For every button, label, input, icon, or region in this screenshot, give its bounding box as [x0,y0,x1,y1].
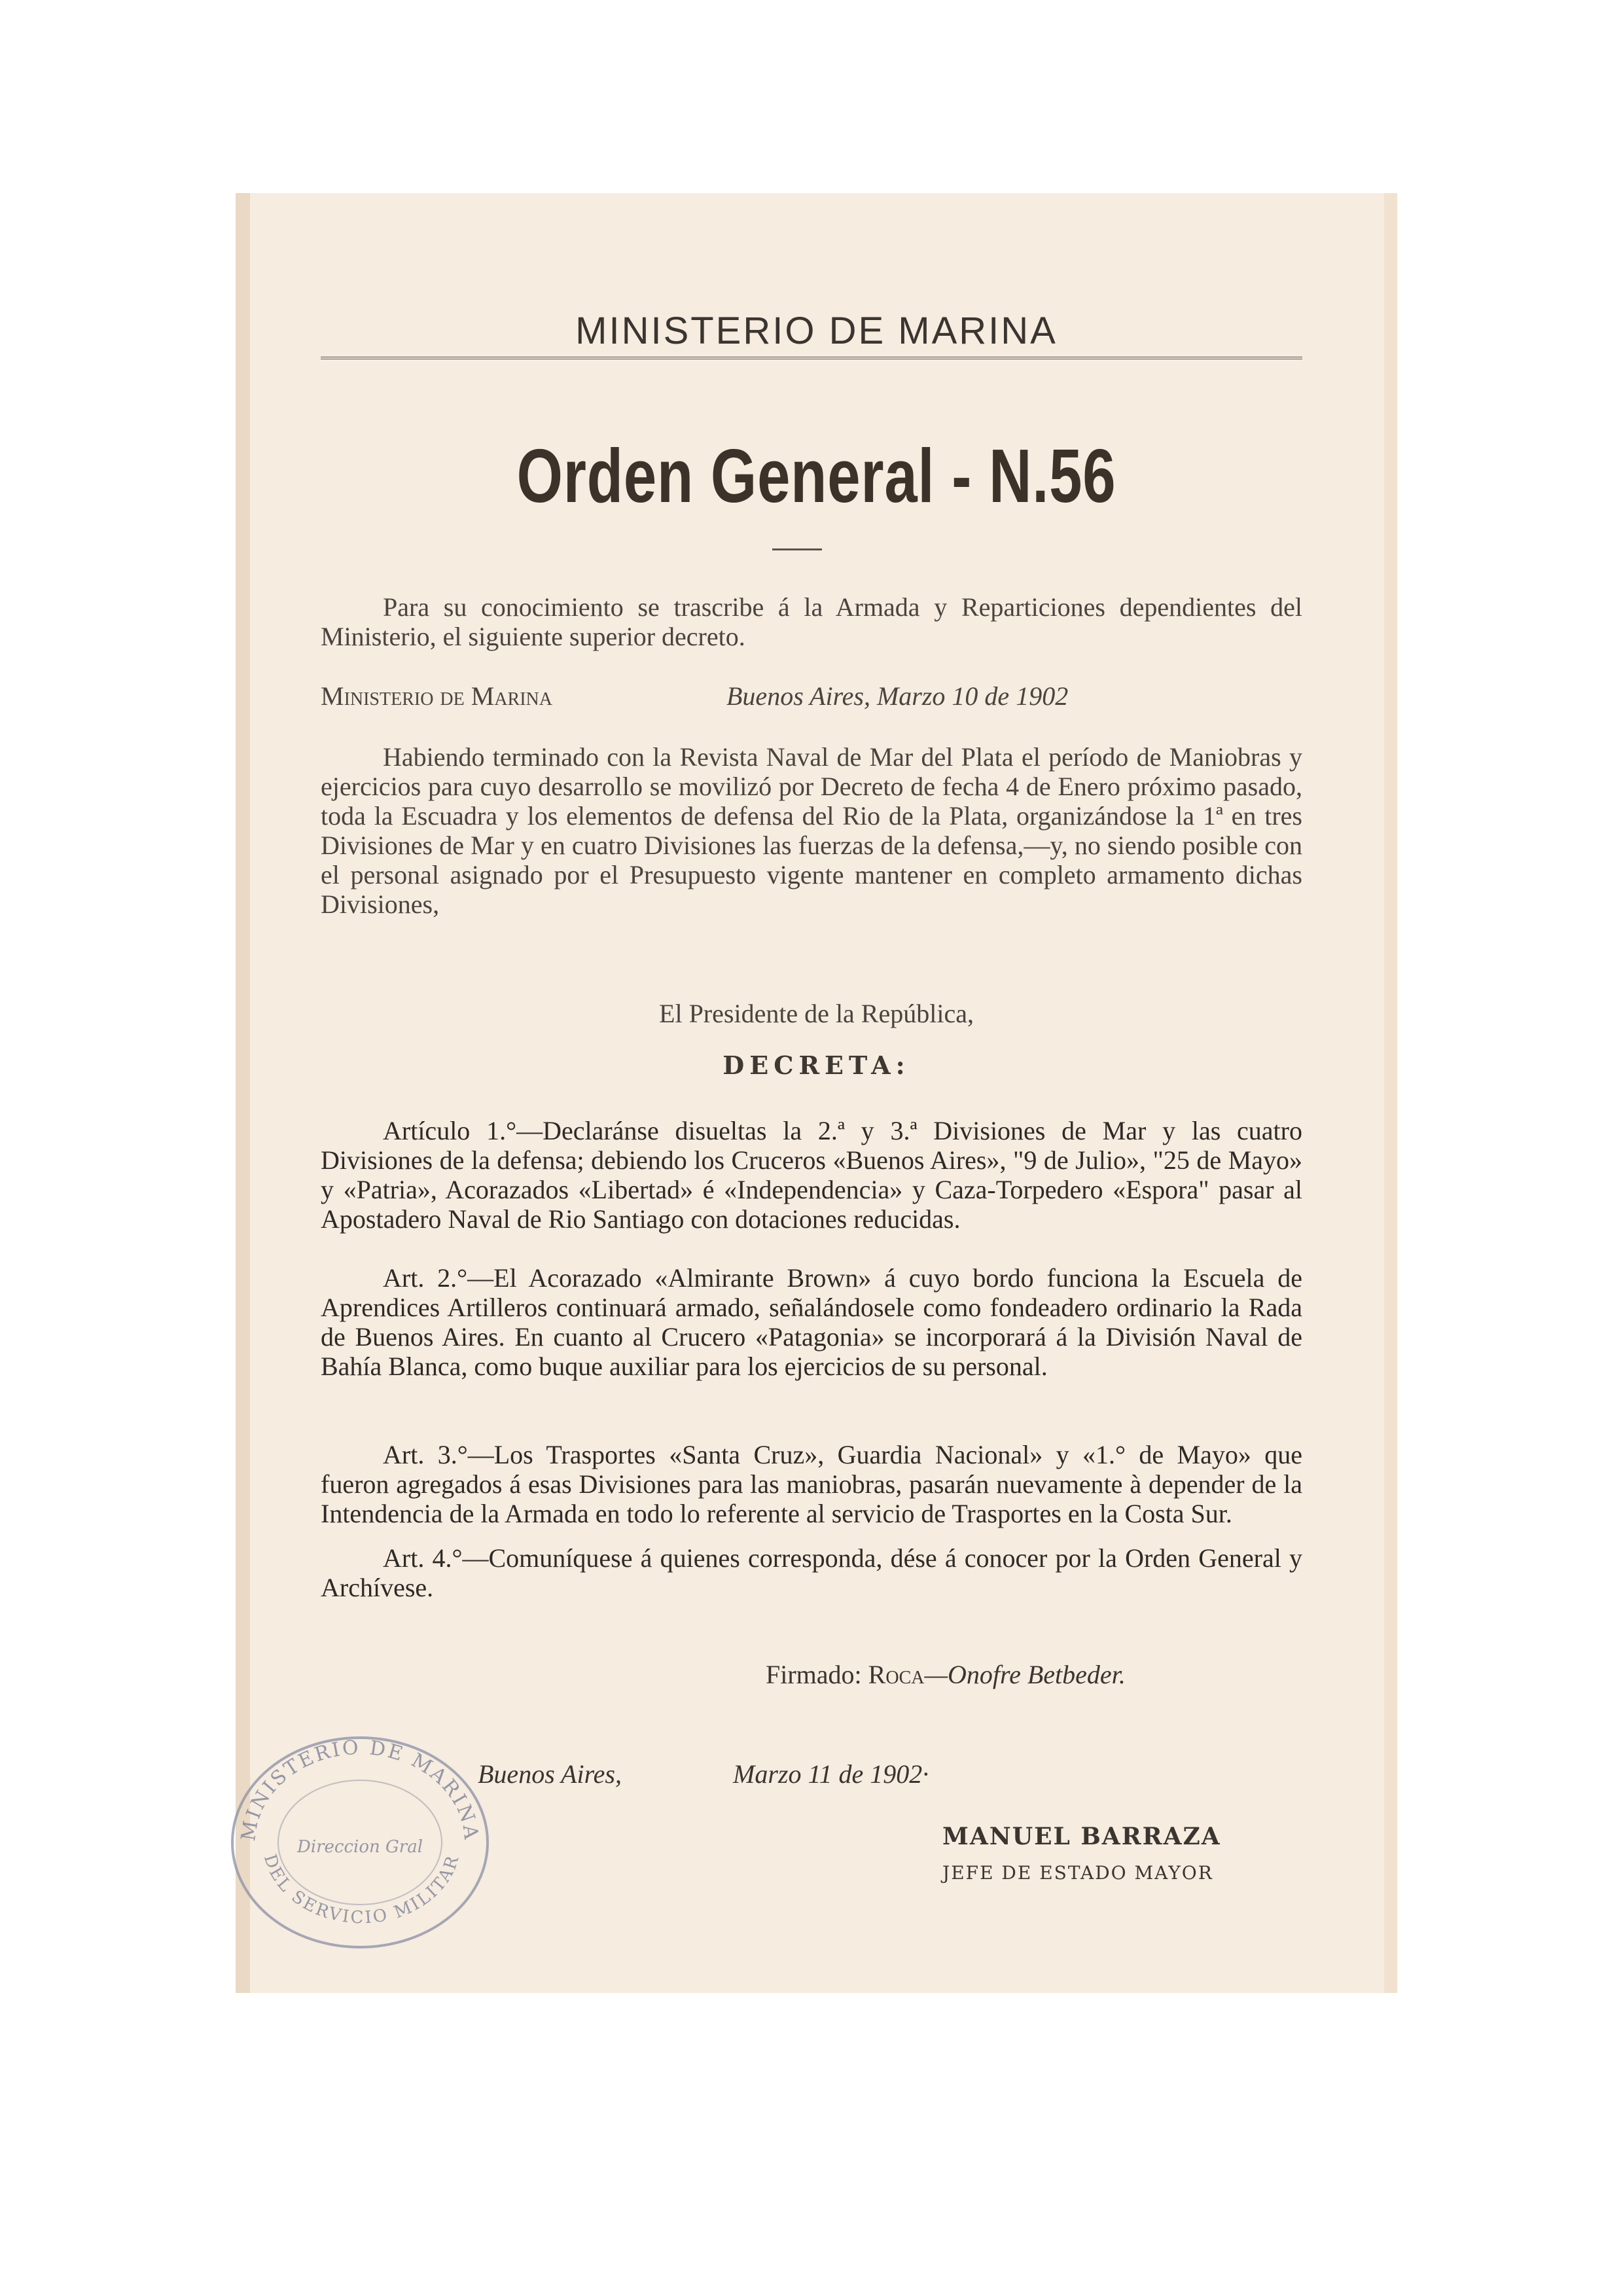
closing-place: Buenos Aires, [478,1759,622,1789]
sheet-shadow-right [1384,193,1397,1993]
stamp-bottom-text: DEL SERVICIO MILITAR [259,1852,464,1928]
official-stamp [216,1728,504,1950]
closing-date: Marzo 11 de 1902· [733,1759,929,1789]
ministry-title: MINISTERIO DE MARINA [575,310,1058,352]
article-3: Art. 3.°—Los Trasportes «Santa Cruz», Guardia Nacional» y «1.° de Mayo» que fueron agregados á esas Divisiones para las maniobras, pasarán nuevamente à depender de la Intendencia de la Armada en todo lo referente al servicio de Trasportes en la Costa Sur. [321,1440,1302,1528]
decreta-heading: DECRETA: [722,1050,910,1080]
dateline-ministry: Ministerio de Marina [321,681,552,711]
signed-label: Firmado: [766,1660,862,1689]
intro-paragraph: Para su conocimiento se trascribe á la Armada y Reparticiones dependientes del Ministerio, el siguiente superior decreto. [321,592,1302,651]
signed-by-line [766,1659,1126,1690]
signatory-title: JEFE DE ESTADO MAYOR [942,1862,1213,1884]
president-signature: Roca [868,1660,925,1689]
sheet-shadow-left [236,193,250,1993]
president-line: El Presidente de la República, [659,999,974,1028]
article-1: Artículo 1.°—Declaránse disueltas la 2.ª y 3.ª Divisiones de Mar y las cuatro Divisiones de la defensa; debiendo los Cruceros «Buenos Aires», "9 de Julio», "25 de Mayo» y «Patria», Acorazados «Libertad» é «Independencia» y Caza-Torpedero «Espora" pasar al Apostadero Naval de Rio Santiago con dotaciones reducidas. [321,1116,1302,1234]
signatory-name: MANUEL BARRAZA [942,1823,1221,1850]
order-title: Orden General - N.56 [516,433,1116,518]
stamp-top-text: MINISTERIO DE MARINA [237,1736,483,1843]
article-4: Art. 4.°—Comuníquese á quienes corresponda, dése á conocer por la Orden General y Archívese. [321,1543,1302,1602]
minister-signature: —Onofre Betbeder. [924,1660,1126,1689]
article-2: Art. 2.°—El Acorazado «Almirante Brown» á cuyo bordo funciona la Escuela de Aprendices Artilleros continuará armado, señalándosele como fondeadero ordinario la Rada de Buenos Aires. En cuanto al Crucero «Patagonia» se incorporará á la División Naval de Bahía Blanca, como buque auxiliar para los ejercicios de su personal. [321,1263,1302,1381]
dateline-date: Buenos Aires, Marzo 10 de 1902 [726,681,1069,711]
title-divider [772,548,822,550]
header-rule [321,357,1302,359]
stamp-middle-text: Direccion Gral [296,1837,423,1857]
whereas-paragraph: Habiendo terminado con la Revista Naval de Mar del Plata el período de Maniobras y ejercicios para cuyo desarrollo se movilizó por Decreto de fecha 4 de Enero próximo pasado, toda la Escuadra y los elementos de defensa del Rio de la Plata, organizándose la 1ª en tres Divisiones de Mar y en cuatro Divisiones las fuerzas de la defensa,—y, no siendo posible con el personal asignado por el Presupuesto vigente mantener en completo armamento dichas Divisiones, [321,742,1302,919]
